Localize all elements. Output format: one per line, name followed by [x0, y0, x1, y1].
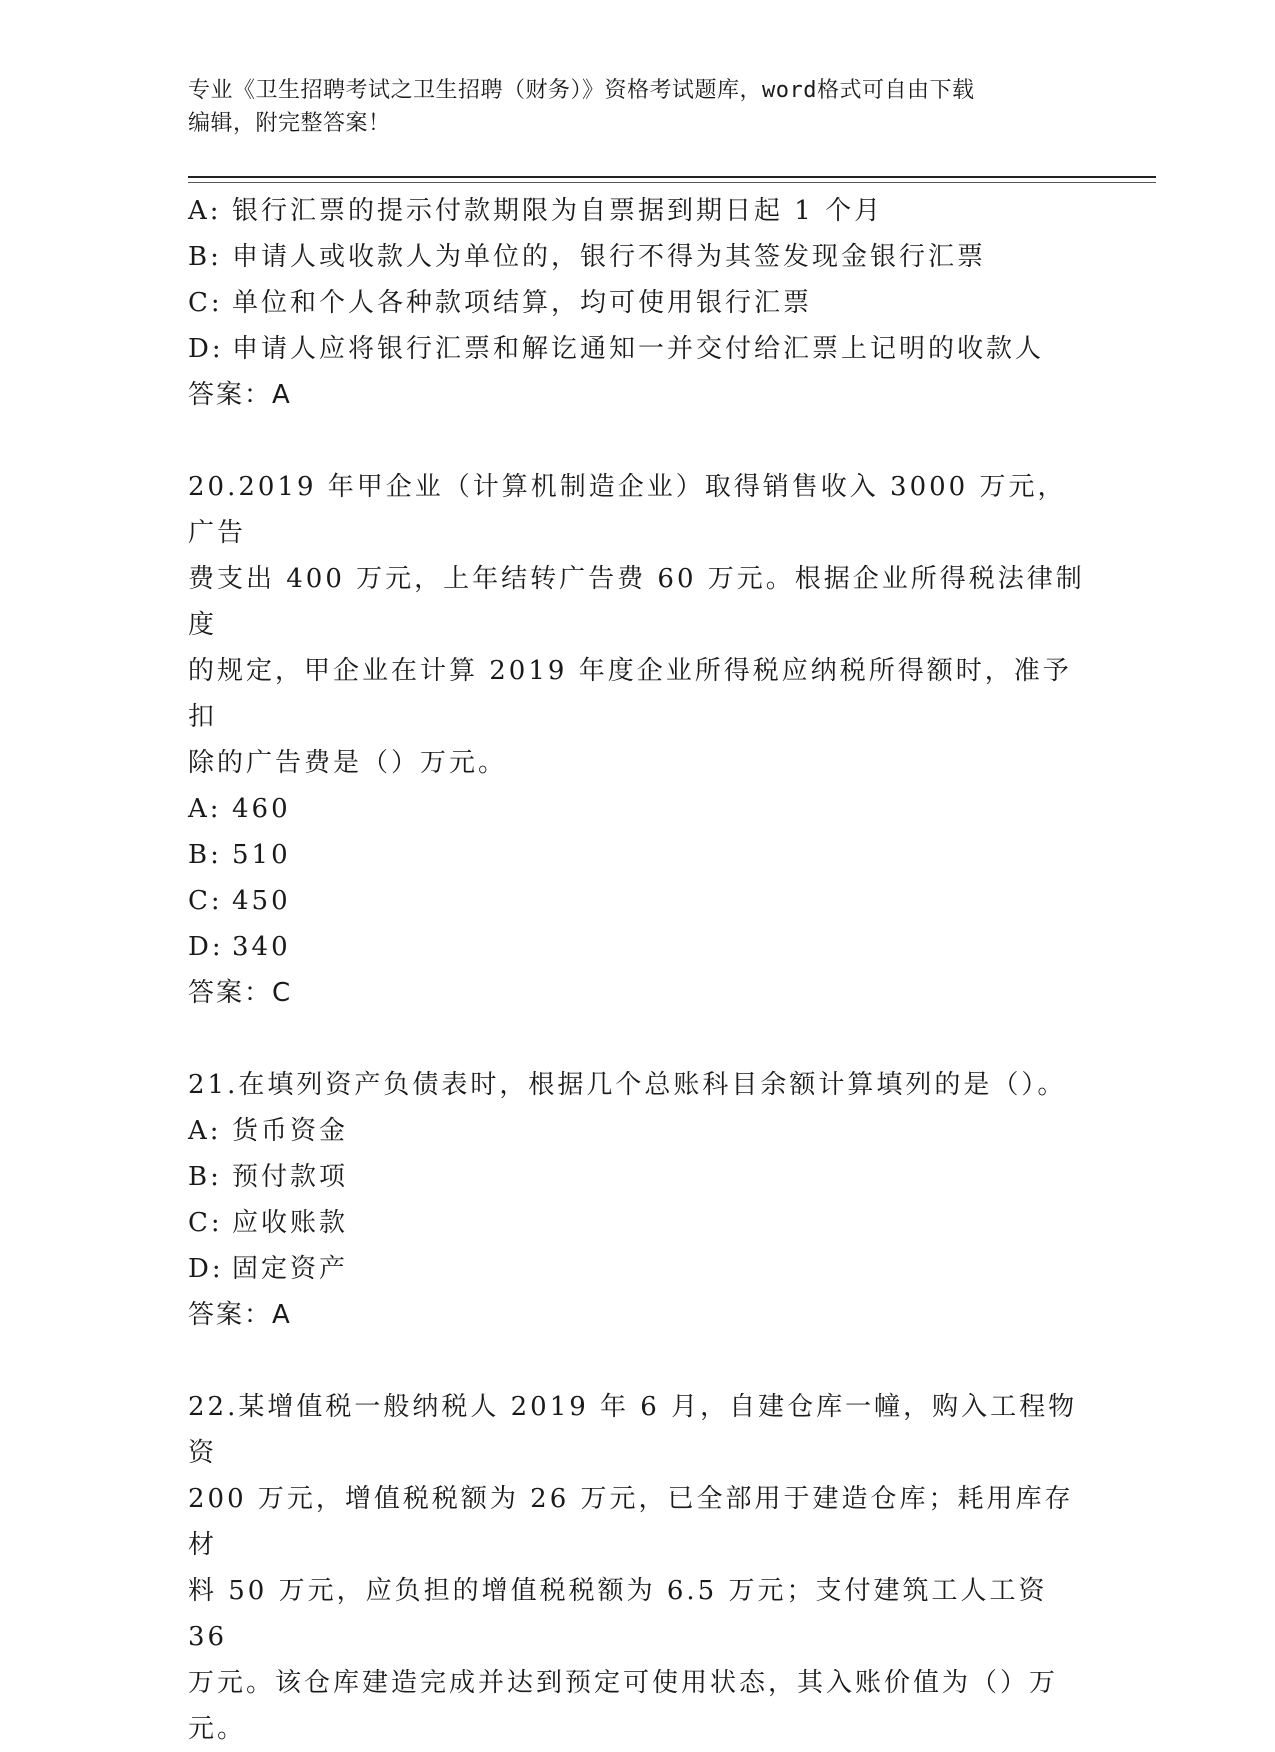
question-stem-line: 200 万元，增值税税额为 26 万元，已全部用于建造仓库；耗用库存材 [188, 1484, 1074, 1560]
question-content [188, 188, 1088, 1752]
option-letter: D: [188, 1254, 224, 1284]
option-letter: C: [188, 886, 223, 916]
option-text: 510 [232, 840, 291, 870]
option-letter: B: [188, 840, 222, 870]
option-a [188, 188, 1088, 234]
question-stem-line: 21.在填列资产负债表时，根据几个总账科目余额计算填列的是（）。 [188, 1070, 1067, 1100]
question-stem-line: 元。 [188, 1714, 247, 1744]
option-c [188, 280, 1088, 326]
question-stem-line: 的规定，甲企业在计算 2019 年度企业所得税应纳税所得额时，准予扣 [188, 656, 1072, 732]
option-text: 预付款项 [232, 1162, 349, 1192]
option-text: 申请人或收款人为单位的，银行不得为其签发现金银行汇票 [232, 242, 987, 272]
option-b [188, 234, 1088, 280]
question-21 [188, 1062, 1088, 1338]
option-letter: A: [188, 794, 222, 824]
option-text: 银行汇票的提示付款期限为自票据到期日起 1 个月 [232, 196, 884, 226]
question-stem-line: 20.2019 年甲企业（计算机制造企业）取得销售收入 3000 万元，广告 [188, 472, 1067, 548]
header-line-2: 编辑，附完整答案！ [188, 111, 391, 136]
option-b [188, 832, 1088, 878]
option-letter: B: [188, 1162, 222, 1192]
option-text: 单位和个人各种款项结算，均可使用银行汇票 [232, 288, 813, 318]
question-stem-line: 22.某增值税一般纳税人 2019 年 6 月，自建仓库一幢，购入工程物资 [188, 1392, 1078, 1468]
question-stem-line: 万元。该仓库建造完成并达到预定可使用状态，其入账价值为（）万 [188, 1668, 1059, 1698]
option-c [188, 878, 1088, 924]
question-22 [188, 1384, 1088, 1752]
option-letter: C: [188, 1208, 223, 1238]
option-text: 460 [232, 794, 291, 824]
spacer [188, 1338, 1088, 1384]
option-text: 340 [232, 932, 291, 962]
header-line-1: 专业《卫生招聘考试之卫生招聘（财务）》资格考试题库，word格式可自由下载 [188, 78, 975, 103]
option-text: 申请人应将银行汇票和解讫通知一并交付给汇票上记明的收款人 [232, 334, 1045, 364]
header-rule-thin [188, 182, 1156, 183]
option-text: 货币资金 [232, 1116, 349, 1146]
option-letter: A: [188, 196, 222, 226]
question-stem-line: 除的广告费是（）万元。 [188, 748, 508, 778]
spacer [188, 1016, 1088, 1062]
option-c [188, 1200, 1088, 1246]
option-letter: C: [188, 288, 223, 318]
option-text: 固定资产 [232, 1254, 349, 1284]
header-rule-thick [188, 176, 1156, 178]
question-19 [188, 188, 1088, 418]
answer-line: 答案：A [188, 380, 292, 410]
option-d [188, 924, 1088, 970]
option-a [188, 786, 1088, 832]
document-header [188, 74, 1088, 140]
question-stem-line: 料 50 万元，应负担的增值税税额为 6.5 万元；支付建筑工人工资 36 [188, 1576, 1048, 1652]
option-text: 应收账款 [232, 1208, 349, 1238]
option-letter: B: [188, 242, 222, 272]
answer-line: 答案：A [188, 1300, 292, 1330]
option-text: 450 [232, 886, 291, 916]
option-b [188, 1154, 1088, 1200]
spacer [188, 418, 1088, 464]
option-letter: D: [188, 932, 224, 962]
option-letter: D: [188, 334, 224, 364]
option-d [188, 1246, 1088, 1292]
question-stem-line: 费支出 400 万元，上年结转广告费 60 万元。根据企业所得税法律制度 [188, 564, 1085, 640]
question-20 [188, 464, 1088, 1016]
option-a [188, 1108, 1088, 1154]
option-letter: A: [188, 1116, 222, 1146]
option-d [188, 326, 1088, 372]
answer-line: 答案：C [188, 978, 293, 1008]
